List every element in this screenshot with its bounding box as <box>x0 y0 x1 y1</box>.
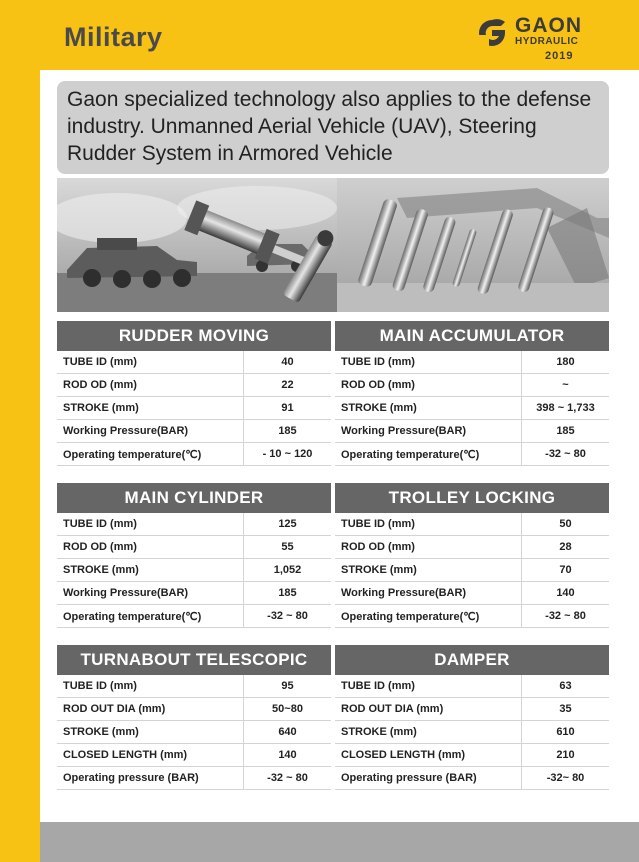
row-value: 398 ~ 1,733 <box>522 397 610 420</box>
spec-title: DAMPER <box>335 645 609 675</box>
row-label: ROD OD (mm) <box>57 374 244 397</box>
gaon-logo <box>475 14 613 64</box>
row-value: -32 ~ 80 <box>244 767 332 790</box>
spec-title: MAIN CYLINDER <box>57 483 331 513</box>
row-value: 91 <box>244 397 332 420</box>
row-label: Operating temperature(℃) <box>335 605 522 628</box>
row-label: ROD OUT DIA (mm) <box>335 698 522 721</box>
table-row <box>335 675 609 698</box>
spec-main-cylinder <box>57 483 331 628</box>
row-label: ROD OD (mm) <box>335 536 522 559</box>
spec-table <box>335 513 609 628</box>
row-value: 1,052 <box>244 559 332 582</box>
row-label: Operating temperature(℃) <box>335 443 522 466</box>
table-row <box>57 397 331 420</box>
table-row <box>335 744 609 767</box>
table-row <box>335 605 609 628</box>
table-row <box>57 420 331 443</box>
table-row <box>335 582 609 605</box>
row-label: ROD OD (mm) <box>57 536 244 559</box>
page-header <box>40 0 639 70</box>
row-label: ROD OD (mm) <box>335 374 522 397</box>
row-label: STROKE (mm) <box>57 559 244 582</box>
row-value: 140 <box>522 582 610 605</box>
spec-title: TURNABOUT TELESCOPIC <box>57 645 331 675</box>
row-label: STROKE (mm) <box>57 721 244 744</box>
table-row <box>57 443 331 466</box>
spec-turnabout-telescopic <box>57 645 331 790</box>
row-label: TUBE ID (mm) <box>57 351 244 374</box>
row-value: 180 <box>522 351 610 374</box>
row-label: TUBE ID (mm) <box>335 351 522 374</box>
gaon-logo-icon <box>477 18 507 48</box>
row-label: STROKE (mm) <box>335 559 522 582</box>
table-row <box>57 582 331 605</box>
table-row <box>335 513 609 536</box>
table-row <box>57 721 331 744</box>
table-row <box>57 675 331 698</box>
spec-title: RUDDER MOVING <box>57 321 331 351</box>
row-value: 22 <box>244 374 332 397</box>
row-value: -32~ 80 <box>522 767 610 790</box>
row-label: Operating temperature(℃) <box>57 443 244 466</box>
row-value: 70 <box>522 559 610 582</box>
row-value: -32 ~ 80 <box>522 605 610 628</box>
table-row <box>57 513 331 536</box>
row-label: ROD OUT DIA (mm) <box>57 698 244 721</box>
row-value: 125 <box>244 513 332 536</box>
table-row <box>335 767 609 790</box>
left-accent-strip <box>0 0 40 862</box>
table-row <box>335 443 609 466</box>
armored-vehicle-cylinder-image <box>57 178 337 312</box>
spec-table <box>57 351 331 466</box>
row-value: ~ <box>522 374 610 397</box>
row-value: 185 <box>244 582 332 605</box>
row-value: 140 <box>244 744 332 767</box>
table-row <box>57 605 331 628</box>
intro-text: Gaon specialized technology also applies to the defense industry. Unmanned Aerial Vehicle (UAV), Steering Rudder System in Armored Vehicle <box>67 88 592 165</box>
row-value: 35 <box>522 698 610 721</box>
table-row <box>57 559 331 582</box>
row-value: -32 ~ 80 <box>244 605 332 628</box>
row-label: CLOSED LENGTH (mm) <box>335 744 522 767</box>
logo-subtitle: HYDRAULIC <box>515 36 579 47</box>
logo-wordmark: GAON <box>515 14 582 37</box>
table-row <box>335 536 609 559</box>
row-value: 40 <box>244 351 332 374</box>
row-label: Working Pressure(BAR) <box>335 582 522 605</box>
row-label: TUBE ID (mm) <box>335 675 522 698</box>
row-value: -32 ~ 80 <box>522 443 610 466</box>
row-label: Operating temperature(℃) <box>57 605 244 628</box>
spec-table <box>57 675 331 790</box>
product-photo-banner <box>57 178 609 312</box>
row-value: - 10 ~ 120 <box>244 443 332 466</box>
spec-rudder-moving <box>57 321 331 466</box>
spec-title: TROLLEY LOCKING <box>335 483 609 513</box>
table-row <box>57 351 331 374</box>
cylinder-lineup-image <box>337 178 609 312</box>
row-value: 50~80 <box>244 698 332 721</box>
row-label: STROKE (mm) <box>335 721 522 744</box>
row-value: 185 <box>244 420 332 443</box>
footer-bar <box>40 822 639 862</box>
table-row <box>57 767 331 790</box>
spec-table <box>335 675 609 790</box>
logo-year: 2019 <box>545 50 574 62</box>
row-value: 95 <box>244 675 332 698</box>
page-title: Military <box>64 22 163 52</box>
row-label: Working Pressure(BAR) <box>57 582 244 605</box>
spec-trolley-locking <box>335 483 609 628</box>
spec-table <box>335 351 609 466</box>
row-value: 28 <box>522 536 610 559</box>
row-label: Operating pressure (BAR) <box>335 767 522 790</box>
row-label: STROKE (mm) <box>57 397 244 420</box>
table-row <box>57 744 331 767</box>
row-label: TUBE ID (mm) <box>57 675 244 698</box>
row-label: STROKE (mm) <box>335 397 522 420</box>
row-value: 55 <box>244 536 332 559</box>
table-row <box>335 397 609 420</box>
table-row <box>57 374 331 397</box>
table-row <box>335 559 609 582</box>
table-row <box>57 698 331 721</box>
table-row <box>335 420 609 443</box>
row-label: TUBE ID (mm) <box>57 513 244 536</box>
row-label: TUBE ID (mm) <box>335 513 522 536</box>
row-label: Working Pressure(BAR) <box>57 420 244 443</box>
row-value: 210 <box>522 744 610 767</box>
row-label: CLOSED LENGTH (mm) <box>57 744 244 767</box>
spec-damper <box>335 645 609 790</box>
row-value: 185 <box>522 420 610 443</box>
row-value: 50 <box>522 513 610 536</box>
row-label: Operating pressure (BAR) <box>57 767 244 790</box>
table-row <box>335 351 609 374</box>
spec-title: MAIN ACCUMULATOR <box>335 321 609 351</box>
intro-box <box>57 81 609 174</box>
row-value: 63 <box>522 675 610 698</box>
table-row <box>335 374 609 397</box>
table-row <box>57 536 331 559</box>
spec-main-accumulator <box>335 321 609 466</box>
table-row <box>335 698 609 721</box>
spec-table <box>57 513 331 628</box>
table-row <box>335 721 609 744</box>
row-label: Working Pressure(BAR) <box>335 420 522 443</box>
row-value: 640 <box>244 721 332 744</box>
row-value: 610 <box>522 721 610 744</box>
